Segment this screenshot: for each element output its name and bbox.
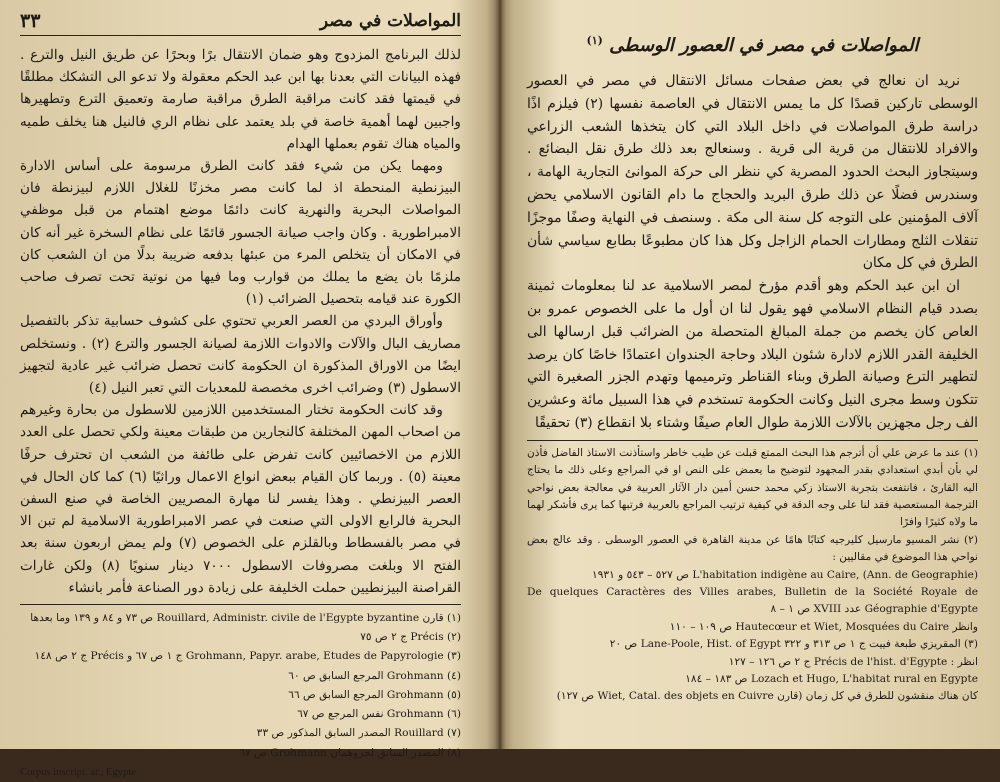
footnote: Lozach et Hugo, L'habitat rural en Egypte ص ١٨٣ – ١٨٤ (685, 673, 978, 686)
left-page-header (20, 10, 461, 36)
footnote-divider (527, 440, 978, 441)
paragraph: ان ابن عبد الحكم وهو أقدم مؤرخ لمصر الاسلامية عد لنا بمعلومات ثمينة بصدد قيام النظام الاسلامي فهو يقول لنا ان أول ما على الخصوص عمرو بن العاص كان يخصم من جملة المبالغ المتحصلة من الضرائب قبل ارسالها الى الخليفة القدر اللازم لادارة شئون البلاد وحاجة الجندوان اعتمادًا خاصًا كان يرصد لتطهير الترع وصيانة الطرق وبناء القناطر وترميمها وتهدم الجزر الصغيرة التي تتكون وسط مجرى النيل وكانت الحكومة تستخدم في هذا السبيل مائة وعشرين الف رجل مجهزين بالآلات اللازمة طوال العام صيفًا وشتاء بلا انقطاع (٣) تحقيقًا (527, 278, 978, 431)
paragraph: وقد كانت الحكومة تختار المستخدمين اللازمين للاسطول من بحارة وغيرهم من اصحاب المهن المختلفة كالنجارين من طبقات معينة ولكي تحصل على العدد اللازم من الاخصائيين كانت تفرض على طائفة من الشعب ان تحترف حرفًا معينة (٥) . وربما كان القيام ببعض انواع الاعمال وراثيًا (٦) كما كان الحال في العصر البيزنطي . وهذا يفسر لنا مهارة المصريين الخاصة في صنع السفن البحرية فالرابع الاولى التي صنعت في عصر الامبراطورية الاسلامية لم تبن الا في مصر بالفسطاط وبالقلزم على الخصوص (٧) ولم يمض اربعون سنة بعد الفتح الا وبلغت مصروفات الاسطول ٧٠٠٠ دينار سنويًا (٨) ولكن غارات القراصنة البيزنطيين حملت الخليفة على زيادة دور الصناعة فأمر بانشاء (20, 402, 461, 596)
footnote: كان هناك منقشون للطرق في كل زمان (قارن Wiet, Catal. des objets en Cuivre ص ١٢٧) (556, 690, 978, 703)
chapter-title (527, 34, 978, 56)
right-page (505, 0, 1000, 749)
footnote: (٧) Rouillard المصدر السابق المذكور ص ٣٣ (256, 727, 461, 740)
chapter-note-marker: (١) (586, 34, 603, 47)
footnote: (٢) Précis ج ٢ ص ٧٥ (360, 631, 461, 644)
left-page (0, 0, 495, 778)
footnote: (٣) المقريزي طبعة فييت ج ١ ص ٣١٣ و ٣٢٢ Lane-Poole, Hist. of Egypt ص ٢٠ (609, 638, 978, 651)
footnote: (١) قارن Rouillard, Administr. civile de l'Egypte byzantine ص ٧٣ و ٨٤ و ١٣٩ وما بعدها (30, 612, 461, 625)
paragraph: لذلك البرنامج المزدوج وهو ضمان الانتقال برًا وبحرًا عن طريق النيل والترع . فهذه البيانات التي بعدنا بها ابن عبد الحكم معقولة ولا تدعو الى التشكك مطلقًا في قيمتها فقد كانت مراقبة الطرق مراقبة صارمة وتعميق الترع وتطهيرها واجبين لهما أهمية خاصة في بلد يعتمد على نظام الري فالنيل هنا يخلف طميه والمياه هناك تقوم بعملها الهدام (20, 47, 461, 152)
footnote: وانظر Hautecœur et Wiet, Mosquées du Caire ص ١٠٩ – ١١٠ (669, 620, 978, 633)
right-page-footnotes (527, 445, 978, 706)
footnote: (٢) نشر المسيو مارسيل كليرجيه كتابًا هامًا عن مدينة القاهرة في العصور الوسطى . وقد عالج بعض نواحي هذا الموضوع في مقاليين : (527, 533, 978, 564)
footnote: L'habitation indigène au Caire, (Ann. de Geographie) ص ٥٢٧ – ٥٤٣ و ١٩٣١ (592, 568, 978, 581)
footnote-divider (20, 604, 461, 605)
paragraph: وأوراق البردي من العصر العربي تحتوي على كشوف حسابية تذكر بالتفصيل مصاريف البال والآلات والادوات اللازمة لصيانة الجسور والترع (٢) . ونستخلص ايضًا من الاوراق المذكورة ان الحكومة كانت تحصل ضرائب غير عادية لتجهيز الاسطول (٣) وضرائب اخرى مخصصة للمعديات التي تعبر النيل (٤) (20, 313, 461, 397)
footnote: De quelques Caractères des Villes arabes, Bulletin de la Société Royale de Géographie d'Egypte عدد XVIII ص ١ – ٨ (527, 586, 978, 616)
running-title: المواصلات في مصر (319, 11, 461, 31)
paragraph: ومهما يكن من شيء فقد كانت الطرق مرسومة على أساس الادارة البيزنطية المنحطة اذ لما كانت مصر مخزنًا للغلال اللازم لبيزنطة فان المواصلات البحرية والنهرية كانت دائمًا موضع اهتمام من قبل موظفي الامبراطورية . وكان واجب صيانة الجسور قائمًا على نظام السخرة غير أنه كان في الامكان أن يتخلص المرء من عبئها بدفعه ضريبة بدلًا من ان الشعب كان ملزمًا بان يضع ما يملك من قوارب وما فيها من نوتية تحت تصرف صاحب الكورة عند قيامه بتحصيل الضرائب (١) (20, 158, 461, 308)
left-page-footnotes (20, 609, 461, 782)
left-page-body (20, 44, 461, 599)
footnote: (٥) Grohmann المرجع السابق ص ٦٦ (288, 688, 461, 701)
page-number: ٣٣ (20, 10, 41, 32)
footnote: (١) عند ما عرض علي أن أترجم هذا البحث الممتع قبلت عن طيب خاطر واستأذنت الاستاذ الفاضل فأذن لي بأن أبدي استعدادي بقدر المجهود لتوضيح ما يعمض على النص او في المراجع وعلى ذلك ما يحتاج اليه القارئ ، فانتفعت بتجربة الاستاذ زكي محمد حسن أمين دار الآثار العربية في معالجة بعض نواحي الترجمة المستعصية فقد لنا على وجه الدقة في كيفية ترتيب المراجع بالعربية فرتبها كما يرى فأشكر لهما ما ولاه كثيرًا وافرًا (527, 446, 978, 529)
footnote: Corpus inscript. ar., Egypte (20, 766, 136, 778)
chapter-title-text: المواصلات في مصر في العصور الوسطى (609, 35, 919, 56)
footnote: (٨) المصدر السابق لجروهمان Grohmann ص ٦٧ (239, 746, 461, 759)
paragraph: نريد ان نعالج في بعض صفحات مسائل الانتقال في مصر في العصور الوسطى تاركين قصدًا كل ما يمس الانتقال في العاصمة نفسها (٢) فيلزم اذًا دراسة طرق المواصلات في داخل البلاد التي كان يتخذها الشعب الزراعي والافراد للانتقال من قرية الى قرية . وسنعالج بعد ذلك طرق نقل البضائع . وسيتجاوز البحث الحدود المصرية كي ننظر الى حركة الموانئ التجارية الهامة ، وسندرس فضلًا عن ذلك طرق البريد والحجاج ما دام القانون الاسلامي يحض آلاف المؤمنين على التوجه كل سنة الى مكة . وسنصف في النهاية وصفًا موجزًا تنقلات الثلج ومطارات الحمام الزاجل وكل هذا كان مطبوعًا بطابع سياسي شأن الطرق في كل مكان (527, 73, 978, 272)
footnote: (٤) Grohmann المرجع السابق ص ٦٠ (288, 669, 461, 682)
footnote: انظر : Précis de l'hist. d'Egypte ج ٢ ص ١٢٦ – ١٢٧ (728, 655, 978, 668)
footnote: (٣) Grohmann, Papyr. arabe, Etudes de Papyrologie ج ١ ص ٦٧ و Précis ج ٢ ص ١٤٨ (34, 650, 461, 663)
right-page-body (527, 70, 978, 435)
footnote: (٦) Grohmann نفس المرجع ص ٦٧ (297, 708, 461, 721)
